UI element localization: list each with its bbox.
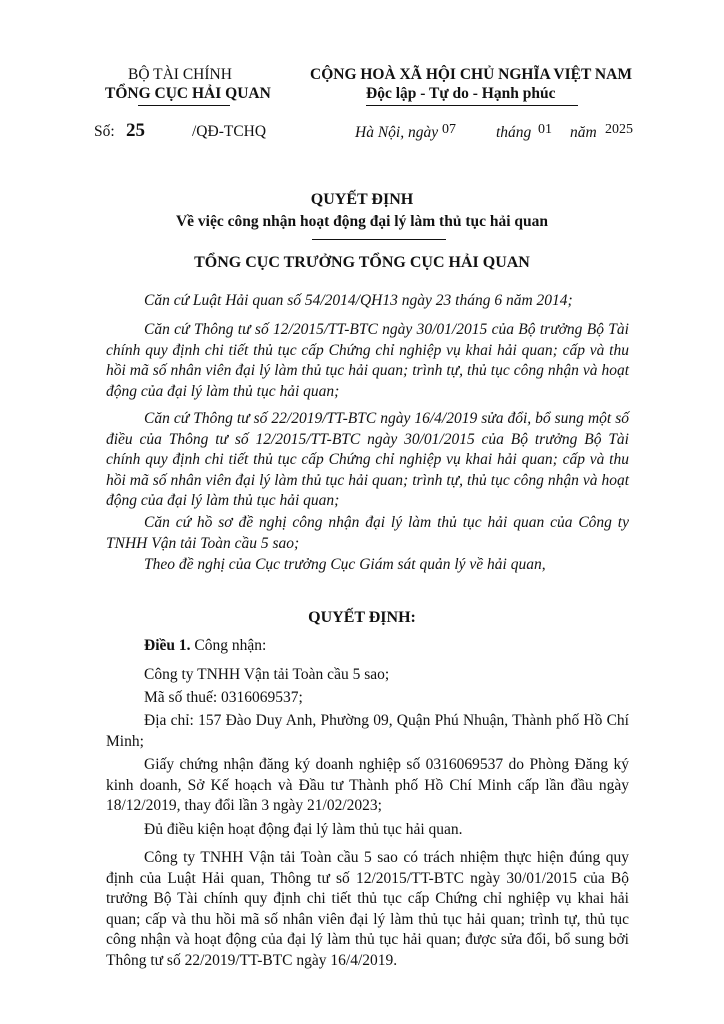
left-header-underline: [138, 105, 230, 106]
title-underline: [312, 239, 446, 240]
preamble-proposal: Theo đề nghị của Cục trưởng Cục Giám sát quản lý về hải quan,: [144, 556, 546, 573]
responsibility-clause: Công ty TNHH Vận tải Toàn cầu 5 sao có trách nhiệm thực hiện đúng quy định của Luật Hải quan, Thông tư số 12/2015/TT-BTC ngày 30/01/2015 của Bộ trưởng Bộ Tài chính quy định chi tiết thủ tục cấp Chứng chỉ nghiệp vụ khai hải quan; cấp và thu hồi mã số nhân viên đại lý làm thủ tục hải quan; trình tự, thủ tục công nhận và hoạt động của đại lý làm thủ tục hải quan; được sửa đổi, bổ sung bởi Thông tư số 22/2019/TT-BTC ngày 16/4/2019.: [106, 849, 629, 969]
preamble-application: Căn cứ hồ sơ đề nghị công nhận đại lý làm thủ tục hải quan của Công ty TNHH Vận tải Toàn cầu 5 sao;: [106, 514, 629, 552]
month-label: tháng: [496, 124, 532, 141]
article-1-heading: [106, 636, 629, 657]
article-1-text: Công nhận:: [194, 637, 267, 654]
year-label: năm: [570, 124, 597, 141]
eligibility-statement: Đủ điều kiện hoạt động đại lý làm thủ tục hải quan.: [144, 821, 463, 838]
decision-subject: Về việc công nhận hoạt động đại lý làm thủ tục hải quan: [175, 213, 549, 230]
decision-heading: QUYẾT ĐỊNH:: [308, 609, 416, 626]
company-address: Địa chỉ: 157 Đào Duy Anh, Phường 09, Quận Phú Nhuận, Thành phố Hồ Chí Minh;: [106, 712, 629, 750]
department-name: TỔNG CỤC HẢI QUAN: [105, 85, 271, 102]
document-number-label: Số:: [94, 123, 115, 140]
national-motto: Độc lập - Tự do - Hạnh phúc: [366, 85, 556, 102]
issuing-authority: TỔNG CỤC TRƯỞNG TỔNG CỤC HẢI QUAN: [194, 254, 530, 271]
tax-code: Mã số thuế: 0316069537;: [144, 689, 303, 706]
ministry-name: BỘ TÀI CHÍNH: [128, 66, 232, 83]
document-number-value: 25: [126, 120, 145, 141]
company-name: Công ty TNHH Vận tải Toàn cầu 5 sao;: [144, 666, 390, 683]
date-month: 01: [538, 122, 552, 137]
date-day: 07: [442, 122, 456, 137]
date-year: 2025: [605, 122, 633, 137]
national-title: CỘNG HOÀ XÃ HỘI CHỦ NGHĨA VIỆT NAM: [310, 66, 632, 83]
right-header-underline: [366, 105, 578, 106]
article-1-label: Điều 1.: [144, 637, 191, 654]
place-date-label: Hà Nội, ngày: [355, 124, 439, 141]
decision-title: QUYẾT ĐỊNH: [310, 191, 414, 208]
business-certificate: Giấy chứng nhận đăng ký doanh nghiệp số 0316069537 do Phòng Đăng ký kinh doanh, Sở Kế hoạch và Đầu tư Thành phố Hồ Chí Minh cấp lần đầu ngày 18/12/2019, thay đổi lần 3 ngày 21/02/2023;: [106, 756, 629, 814]
preamble-circular-22: Căn cứ Thông tư số 22/2019/TT-BTC ngày 16/4/2019 sửa đổi, bổ sung một số điều của Thông tư số 12/2015/TT-BTC ngày 30/01/2015 của Bộ trưởng Bộ Tài chính quy định chi tiết thủ tục cấp Chứng chỉ nghiệp vụ khai hải quan; cấp và thu hồi mã số nhân viên đại lý làm thủ tục hải quan; trình tự, thủ tục công nhận và hoạt động của đại lý làm thủ tục hải quan;: [106, 410, 629, 509]
preamble-circular-12: Căn cứ Thông tư số 12/2015/TT-BTC ngày 30/01/2015 của Bộ trưởng Bộ Tài chính quy định chi tiết thủ tục cấp Chứng chỉ nghiệp vụ khai hải quan; cấp và thu hồi mã số nhân viên đại lý làm thủ tục hải quan; trình tự, thủ tục công nhận và hoạt động của đại lý làm thủ tục hải quan;: [106, 321, 629, 400]
preamble-law: Căn cứ Luật Hải quan số 54/2014/QH13 ngày 23 tháng 6 năm 2014;: [144, 292, 573, 309]
document-number-suffix: /QĐ-TCHQ: [192, 123, 267, 140]
